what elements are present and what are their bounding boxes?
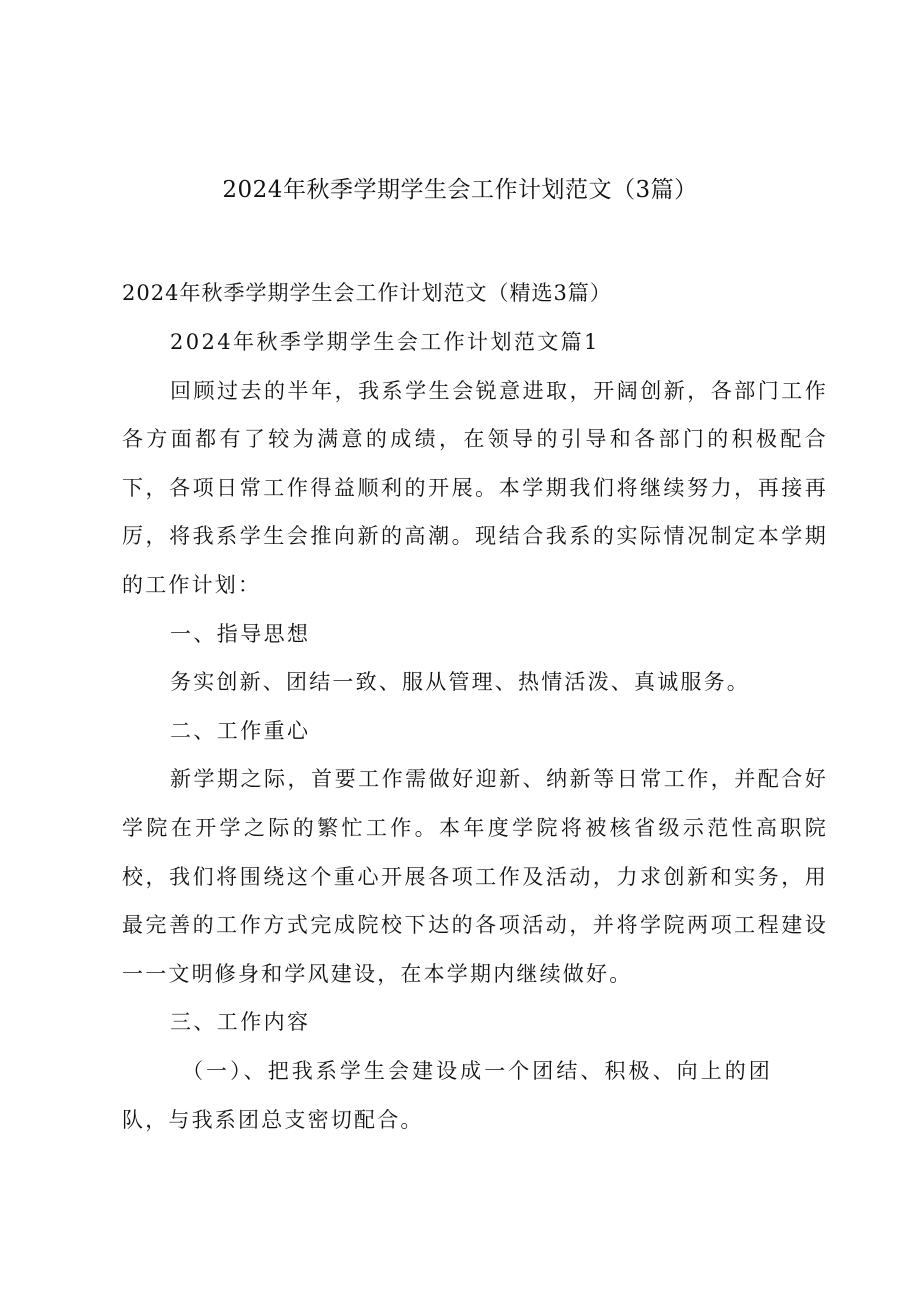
paragraph-work-focus: 新学期之际，首要工作需做好迎新、纳新等日常工作，并配合好学院在开学之际的繁忙工作。本年度学院将被核省级示范性高职院校，我们将围绕这个重心开展各项工作及活动，力求创新和实务，用最完善的工作方式完成院校下达的各项活动，并将学院两项工程建设一一文明修身和学风建设，在本学期内继续做好。: [122, 767, 828, 986]
section-title: 2024年秋季学期学生会工作计划范文篇1: [170, 330, 600, 354]
paragraph-guiding-ideology: 务实创新、团结一致、服从管理、热情活泼、真诚服务。: [170, 670, 750, 695]
heading-work-focus: 二、工作重心: [170, 718, 311, 743]
heading-guiding-ideology: 一、指导思想: [170, 621, 311, 646]
paragraph-work-content-1: （一）、把我系学生会建设成一个团结、积极、向上的团队，与我系团总支密切配合。: [122, 1058, 772, 1132]
document-subtitle: 2024年秋季学期学生会工作计划范文（精选3篇）: [122, 281, 612, 305]
intro-paragraph: 回顾过去的半年，我系学生会锐意进取，开阔创新，各部门工作各方面都有了较为满意的成绩，在领导的引导和各部门的积极配合下，各项日常工作得益顺利的开展。本学期我们将继续努力，再接再厉，将我系学生会推向新的高潮。现结合我系的实际情况制定本学期的工作计划：: [122, 378, 828, 597]
heading-work-content: 三、工作内容: [170, 1010, 311, 1035]
document-title: 2024年秋季学期学生会工作计划范文（3篇）: [222, 177, 698, 203]
document-body: [122, 318, 828, 1144]
